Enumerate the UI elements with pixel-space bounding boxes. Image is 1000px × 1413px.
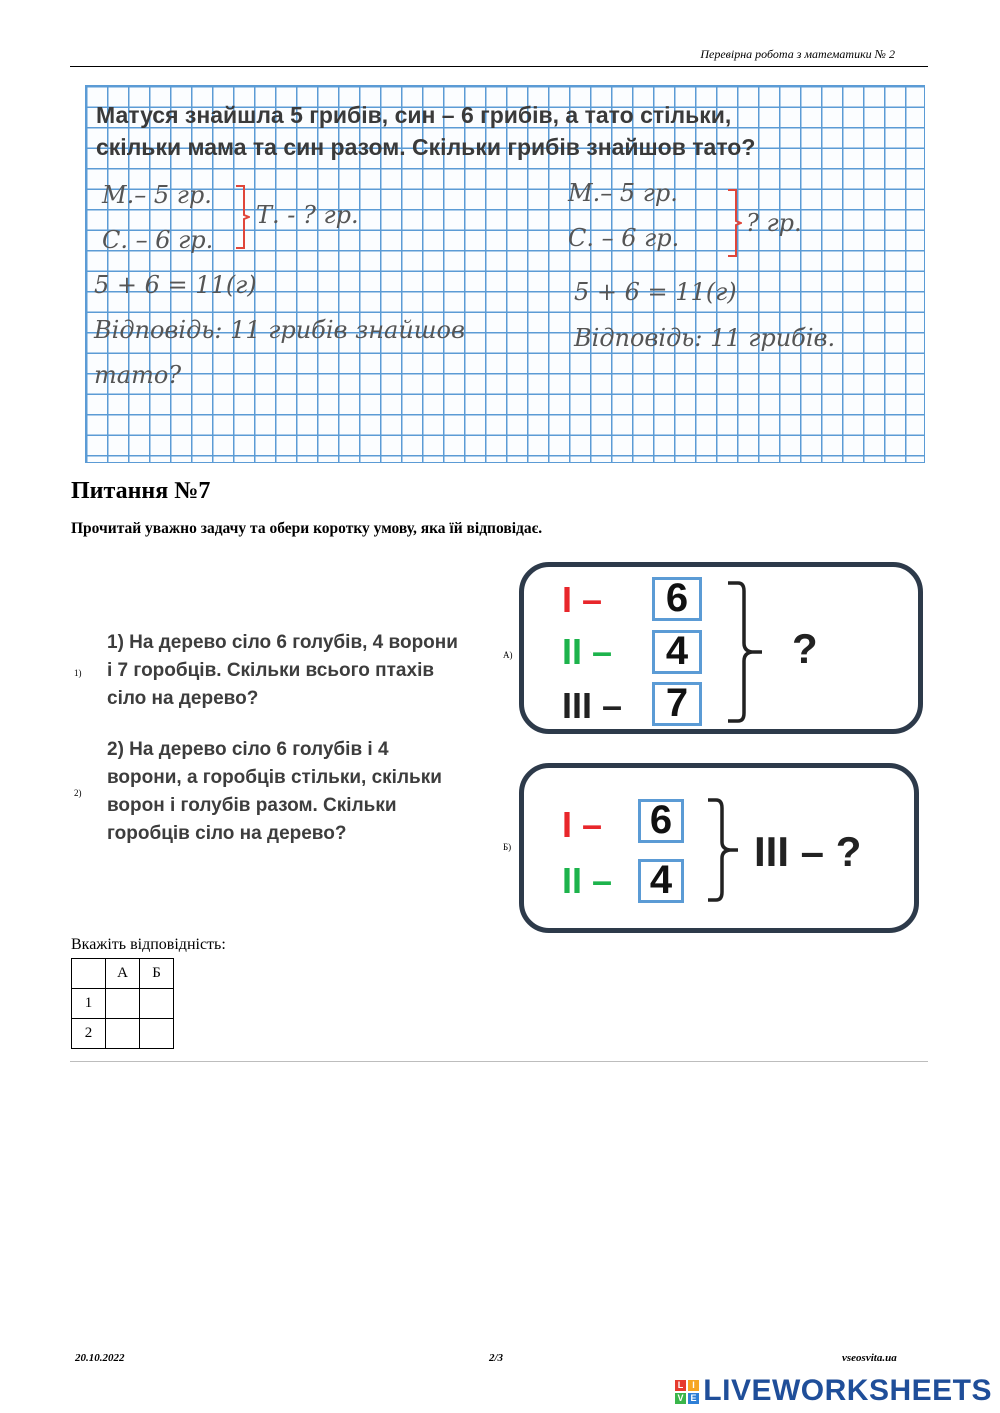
left-row-mother: М.– 5 гр. — [102, 181, 212, 209]
option-a-row-1-roman: I – — [562, 579, 603, 620]
answer-table-label: Вкажіть відповідність: — [71, 936, 226, 953]
option-b-label: Б) — [503, 842, 512, 852]
option-a-result: ? — [792, 625, 818, 672]
task-grid-image — [85, 85, 925, 463]
option-b-result: III – ? — [754, 828, 862, 875]
item-1-line-1: 1) На дерево сіло 6 голубів, 4 ворони — [107, 632, 458, 653]
answer-table-corner — [72, 959, 106, 989]
question-title: Питання №7 — [71, 478, 211, 504]
item-1-number: 1) — [74, 668, 82, 678]
option-b-brace — [704, 796, 744, 904]
task-text-line-1: Матуся знайшла 5 грибів, син – 6 грибів, а тато стільки, — [96, 102, 732, 128]
option-a-row-1-value: 6 — [652, 577, 702, 621]
option-b-card[interactable] — [519, 763, 919, 933]
footer-site: vseosvita.ua — [842, 1352, 897, 1364]
option-b-row-2-roman: II – — [562, 860, 613, 901]
answer-table-row-2-label: 2 — [72, 1019, 106, 1049]
task-text-line-2: скільки мама та син разом. Скільки грибів знайшов тато? — [96, 134, 756, 160]
left-red-brace — [234, 184, 250, 250]
answer-table-col-b: Б — [140, 959, 174, 989]
item-1-line-2: і 7 горобців. Скільки всього птахів — [107, 660, 435, 681]
item-2-line-4: горобців сіло на дерево? — [107, 823, 347, 844]
option-a-row-3-roman: III – — [562, 685, 623, 726]
footer-date: 20.10.2022 — [75, 1352, 125, 1364]
left-brace-label: Т. - ? гр. — [256, 201, 359, 229]
right-brace-label: ? гр. — [746, 209, 802, 237]
footer-page: 2/3 — [489, 1352, 504, 1364]
left-equation: 5 + 6 = 11(г) — [94, 271, 257, 299]
item-2-problem — [107, 736, 487, 848]
right-red-brace — [726, 188, 742, 258]
option-b-row-1-roman: I – — [562, 804, 603, 845]
answer-cell-2-b[interactable] — [140, 1019, 174, 1049]
item-2-number: 2) — [74, 788, 82, 798]
item-2-line-2: ворони, а горобців стільки, скільки — [107, 767, 442, 788]
logo-mark-l: L — [675, 1380, 686, 1391]
logo-mark-i: I — [688, 1380, 699, 1391]
option-a-row-3-value: 7 — [652, 682, 702, 726]
option-a-label: А) — [503, 650, 513, 660]
logo-mark-e: E — [688, 1393, 699, 1404]
liveworksheets-logo[interactable] — [675, 1374, 992, 1408]
left-row-son: С. – 6 гр. — [102, 226, 214, 254]
answer-cell-1-b[interactable] — [140, 989, 174, 1019]
answer-table-row — [72, 989, 174, 1019]
option-b-row-2-value: 4 — [638, 859, 684, 903]
header-title: Перевірна робота з математики № 2 — [700, 47, 895, 61]
item-1-line-3: сіло на дерево? — [107, 688, 259, 709]
right-row-mother: М.– 5 гр. — [568, 179, 678, 207]
section-divider — [70, 1061, 928, 1062]
item-2-line-3: ворон і голубів разом. Скільки — [107, 795, 397, 816]
left-answer-line-2: тато? — [94, 361, 182, 389]
answer-cell-2-a[interactable] — [106, 1019, 140, 1049]
answer-table-header-row — [72, 959, 174, 989]
question-instruction: Прочитай уважно задачу та обери коротку умову, яка їй відповідає. — [71, 520, 543, 537]
left-answer-line-1: Відповідь: 11 грибів знайшов — [94, 316, 465, 344]
option-a-row-2-value: 4 — [652, 630, 702, 674]
option-b-row-1-value: 6 — [638, 799, 684, 843]
answer-table-row — [72, 1019, 174, 1049]
right-row-son: С. – 6 гр. — [568, 224, 680, 252]
option-a-card[interactable] — [519, 562, 923, 734]
logo-mark-icon — [675, 1380, 699, 1404]
item-2-line-1: 2) На дерево сіло 6 голубів і 4 — [107, 739, 389, 760]
answer-table — [71, 958, 174, 1049]
option-a-row-2-roman: II – — [562, 631, 613, 672]
item-1-problem — [107, 629, 487, 713]
logo-text: LIVEWORKSHEETS — [703, 1374, 992, 1407]
option-a-brace — [724, 579, 766, 725]
answer-table-col-a: А — [106, 959, 140, 989]
answer-table-row-1-label: 1 — [72, 989, 106, 1019]
logo-mark-v: V — [675, 1393, 686, 1404]
answer-cell-1-a[interactable] — [106, 989, 140, 1019]
right-answer: Відповідь: 11 грибів. — [574, 324, 836, 352]
right-equation: 5 + 6 = 11(г) — [574, 278, 737, 306]
header-divider — [70, 66, 928, 67]
